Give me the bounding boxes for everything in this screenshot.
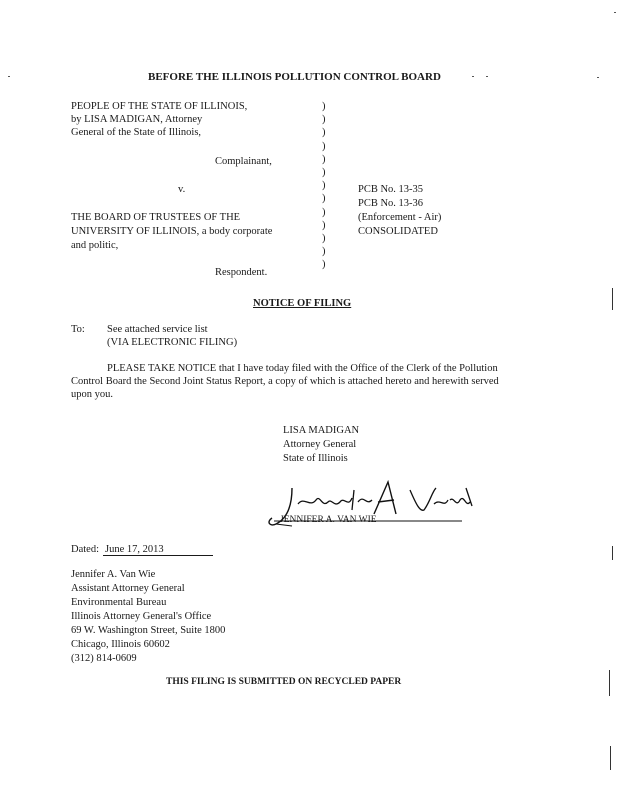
scan-margin-mark [610, 746, 611, 770]
defendant-line: THE BOARD OF TRUSTEES OF THE [71, 212, 241, 223]
contact-line: Illinois Attorney General's Office [71, 611, 212, 622]
service-list-line: See attached service list [107, 324, 208, 335]
defendant-line: UNIVERSITY OF ILLINOIS, a body corporate [71, 226, 273, 237]
scan-speck [472, 76, 474, 77]
document-title: BEFORE THE ILLINOIS POLLUTION CONTROL BOARD [148, 71, 441, 83]
dated-value: June 17, 2013 [103, 543, 213, 556]
contact-line: Jennifer A. Van Wie [71, 569, 156, 580]
contact-line: Chicago, Illinois 60602 [71, 639, 170, 650]
scan-speck [8, 76, 10, 77]
versus-label: v. [178, 184, 186, 195]
attorney-title: Attorney General [283, 439, 357, 450]
scan-margin-mark [609, 670, 610, 696]
notice-heading: NOTICE OF FILING [253, 298, 352, 309]
scan-speck [614, 12, 616, 13]
contact-line: 69 W. Washington Street, Suite 1800 [71, 625, 226, 636]
respondent-label: Respondent. [215, 267, 268, 278]
case-type: (Enforcement - Air) [358, 212, 442, 223]
attorney-name: LISA MADIGAN [283, 425, 360, 436]
attorney-state: State of Illinois [283, 453, 348, 464]
dated-label: Dated: [71, 544, 99, 555]
scan-speck [486, 76, 488, 77]
scan-speck [597, 77, 599, 78]
case-consolidated: CONSOLIDATED [358, 226, 438, 237]
contact-line: (312) 814-0609 [71, 653, 137, 664]
caption-parens: ) ) ) ) ) ) ) ) ) ) ) ) ) [322, 101, 326, 271]
contact-line: Environmental Bureau [71, 597, 167, 608]
notice-body-line: PLEASE TAKE NOTICE that I have today filed with the Office of the Clerk of the Pollution [107, 363, 498, 374]
case-number: PCB No. 13-35 [358, 184, 424, 195]
plaintiff-line: PEOPLE OF THE STATE OF ILLINOIS, [71, 101, 248, 112]
complainant-label: Complainant, [215, 156, 272, 167]
case-number: PCB No. 13-36 [358, 198, 424, 209]
plaintiff-line: by LISA MADIGAN, Attorney [71, 114, 203, 125]
service-list-line: (VIA ELECTRONIC FILING) [107, 337, 238, 348]
notice-body-line: Control Board the Second Joint Status Report, a copy of which is attached hereto and herewith served [71, 376, 499, 387]
defendant-line: and politic, [71, 240, 119, 251]
recycled-paper-footer: THIS FILING IS SUBMITTED ON RECYCLED PAPER [166, 677, 402, 687]
scan-margin-mark [612, 288, 613, 310]
signer-name: JENNIFER A. VAN WIE [280, 515, 377, 525]
scan-margin-mark [612, 546, 613, 560]
notice-body-line: upon you. [71, 389, 113, 400]
to-label: To: [71, 324, 85, 335]
contact-line: Assistant Attorney General [71, 583, 185, 594]
plaintiff-line: General of the State of Illinois, [71, 127, 202, 138]
